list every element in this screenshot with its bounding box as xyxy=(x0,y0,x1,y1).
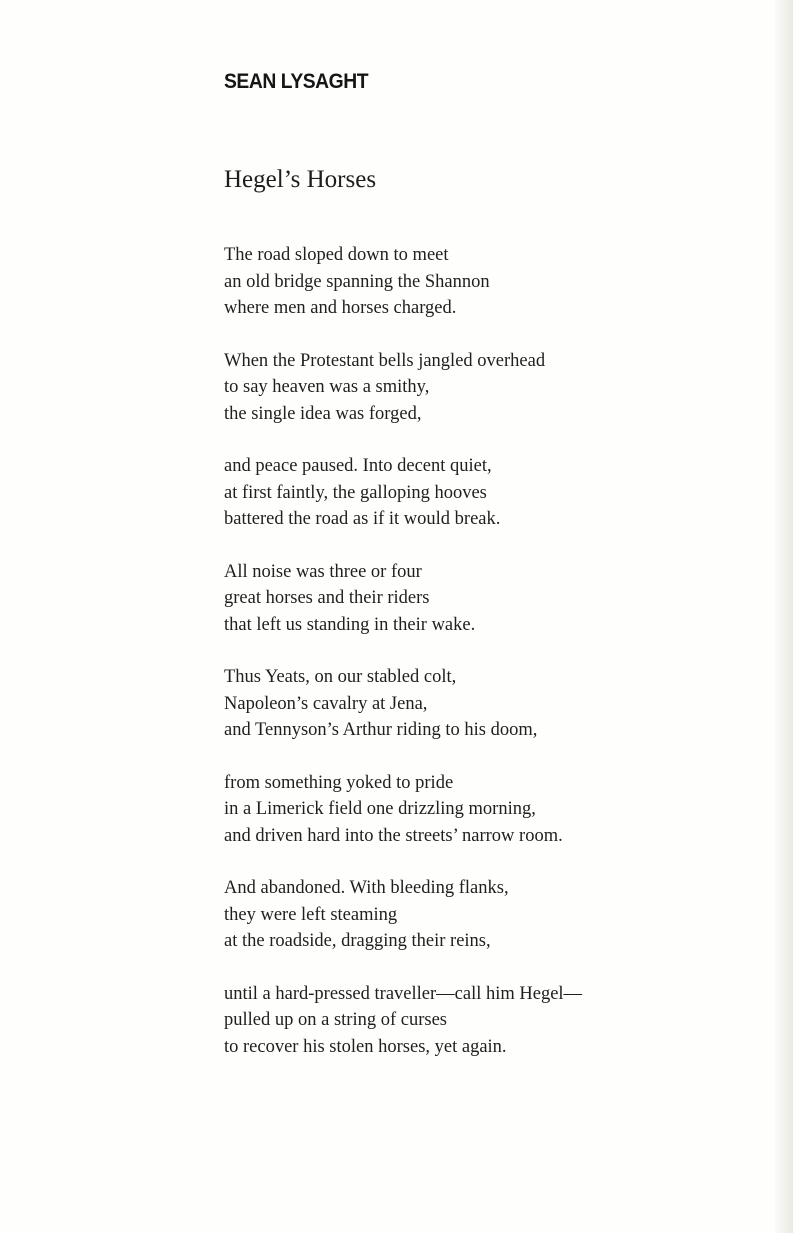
poem-line: where men and horses charged. xyxy=(224,298,457,318)
poem-line: to say heaven was a smithy, xyxy=(224,377,430,397)
stanza xyxy=(224,348,764,428)
author-name: SEAN LYSAGHT xyxy=(224,70,369,93)
poem-title: Hegel’s Horses xyxy=(224,166,377,193)
poem-line: that left us standing in their wake. xyxy=(224,614,476,635)
stanza xyxy=(224,559,764,639)
poem-line: The road sloped down to meet xyxy=(224,245,449,265)
stanza xyxy=(224,664,764,744)
poem-line: the single idea was forged, xyxy=(224,403,422,424)
poem-line: in a Limerick field one drizzling morning, xyxy=(224,799,536,819)
poem-line: to recover his stolen horses, yet again. xyxy=(224,1036,507,1057)
poem-line: from something yoked to pride xyxy=(224,772,454,793)
poem-line: and peace paused. Into decent quiet, xyxy=(224,456,492,476)
poem-line: at the roadside, dragging their reins, xyxy=(224,931,491,951)
poem-body xyxy=(224,242,764,1086)
poem-line: battered the road as if it would break. xyxy=(224,509,501,529)
page-edge-shadow xyxy=(775,0,793,1233)
poem-line: they were left steaming xyxy=(224,904,398,925)
stanza xyxy=(224,981,764,1061)
poem-line: and Tennyson’s Arthur riding to his doom, xyxy=(224,720,538,740)
poem-line: Napoleon’s cavalry at Jena, xyxy=(224,693,428,714)
poem-line: Thus Yeats, on our stabled colt, xyxy=(224,667,457,687)
stanza xyxy=(224,242,764,322)
poem-line: an old bridge spanning the Shannon xyxy=(224,271,490,292)
poem-line: When the Protestant bells jangled overhead xyxy=(224,350,546,371)
stanza xyxy=(224,770,764,850)
poem-line: pulled up on a string of curses xyxy=(224,1010,447,1030)
poem-line: until a hard-pressed traveller—call him Hegel— xyxy=(224,983,583,1004)
stanza xyxy=(224,875,764,955)
poem-line: and driven hard into the streets’ narrow room. xyxy=(224,825,563,846)
poem-line: All noise was three or four xyxy=(224,561,422,582)
poem-line: at first faintly, the galloping hooves xyxy=(224,482,487,503)
stanza xyxy=(224,453,764,533)
poem-line: And abandoned. With bleeding flanks, xyxy=(224,878,509,898)
poem-line: great horses and their riders xyxy=(224,588,430,608)
